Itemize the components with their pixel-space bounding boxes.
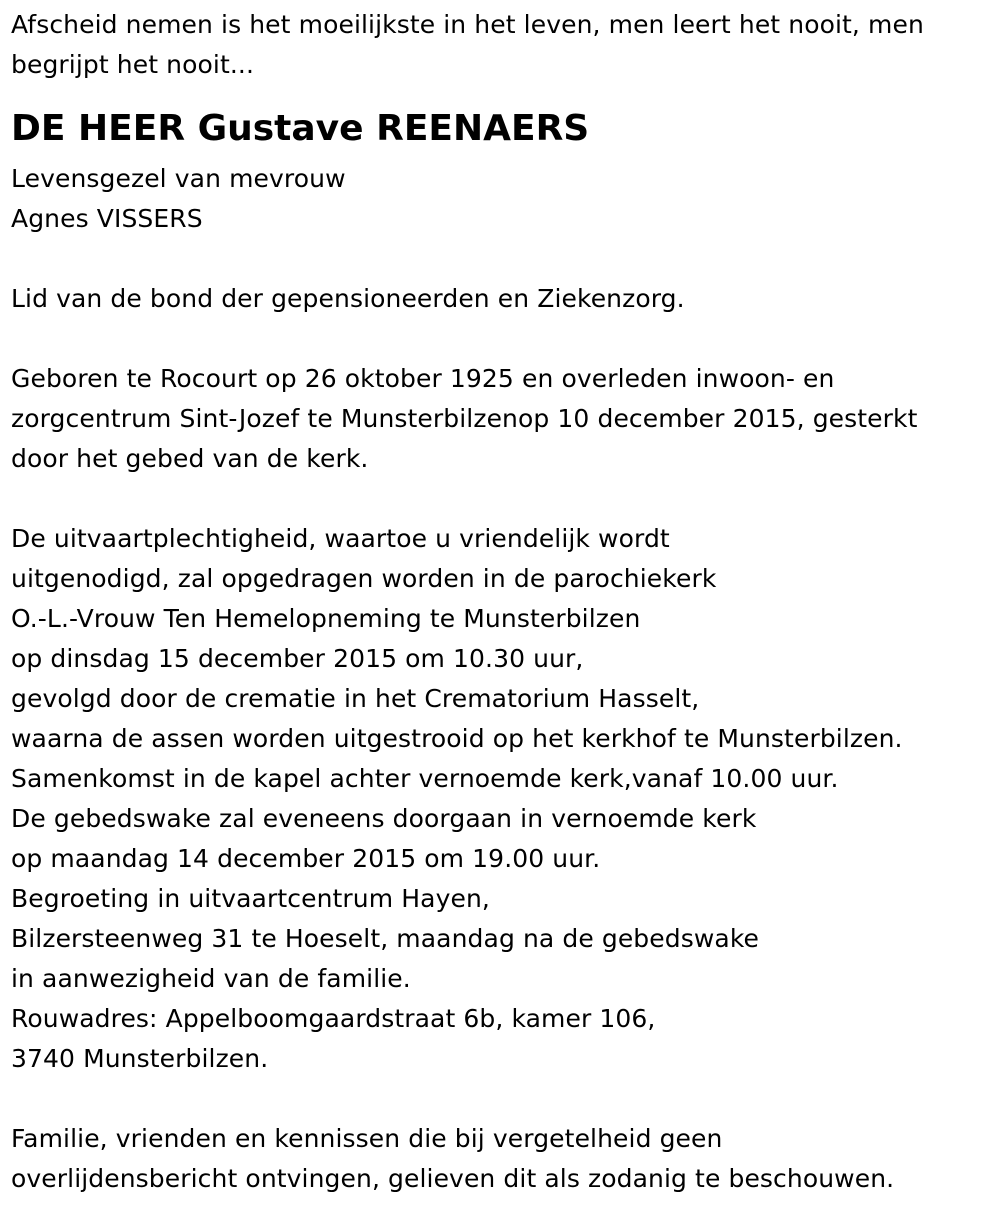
ceremony-line: O.-L.-Vrouw Ten Hemelopneming te Munsterbilzen — [11, 604, 641, 633]
ceremony-line: gevolgd door de crematie in het Crematorium Hasselt, — [11, 684, 700, 713]
ceremony-line: in aanwezigheid van de familie. — [11, 964, 411, 993]
ceremony-line: 3740 Munsterbilzen. — [11, 1044, 269, 1073]
paragraph-gap — [11, 479, 993, 519]
ceremony-line: Rouwadres: Appelboomgaardstraat 6b, kamer 106, — [11, 1004, 656, 1033]
ceremony-line: Bilzersteenweg 31 te Hoeselt, maandag na de gebedswake — [11, 924, 759, 953]
birth-death-block — [11, 359, 993, 479]
intro-line: Afscheid nemen is het moeilijkste in het leven, men leert het nooit, men — [11, 10, 924, 39]
ceremony-line: De gebedswake zal eveneens doorgaan in vernoemde kerk — [11, 804, 757, 833]
ceremony-block — [11, 519, 993, 1079]
intro-quote — [11, 5, 993, 85]
ceremony-line: De uitvaartplechtigheid, waartoe u vriendelijk wordt — [11, 524, 670, 553]
ceremony-line: op maandag 14 december 2015 om 19.00 uur. — [11, 844, 601, 873]
closing-line: overlijdensbericht ontvingen, gelieven dit als zodanig te beschouwen. — [11, 1164, 895, 1193]
partner-block — [11, 159, 993, 239]
obituary-notice — [11, 0, 993, 1199]
closing-block — [11, 1119, 993, 1199]
paragraph-gap — [11, 319, 993, 359]
ceremony-line: waarna de assen worden uitgestrooid op het kerkhof te Munsterbilzen. — [11, 724, 903, 753]
partner-line: Agnes VISSERS — [11, 204, 203, 233]
closing-line: Familie, vrienden en kennissen die bij vergetelheid geen — [11, 1124, 723, 1153]
birth-death-line: Geboren te Rocourt op 26 oktober 1925 en overleden inwoon- en — [11, 364, 835, 393]
ceremony-line: Begroeting in uitvaartcentrum Hayen, — [11, 884, 490, 913]
paragraph-gap — [11, 1079, 993, 1119]
deceased-name: DE HEER Gustave REENAERS — [11, 108, 590, 149]
birth-death-line: door het gebed van de kerk. — [11, 444, 369, 473]
paragraph-gap — [11, 239, 993, 279]
membership-block — [11, 279, 993, 319]
intro-line: begrijpt het nooit... — [11, 50, 255, 79]
birth-death-line: zorgcentrum Sint-Jozef te Munsterbilzenop 10 december 2015, gesterkt — [11, 404, 918, 433]
ceremony-line: op dinsdag 15 december 2015 om 10.30 uur, — [11, 644, 584, 673]
membership-line: Lid van de bond der gepensioneerden en Ziekenzorg. — [11, 284, 685, 313]
ceremony-line: Samenkomst in de kapel achter vernoemde kerk,vanaf 10.00 uur. — [11, 764, 839, 793]
partner-line: Levensgezel van mevrouw — [11, 164, 346, 193]
ceremony-line: uitgenodigd, zal opgedragen worden in de parochiekerk — [11, 564, 717, 593]
